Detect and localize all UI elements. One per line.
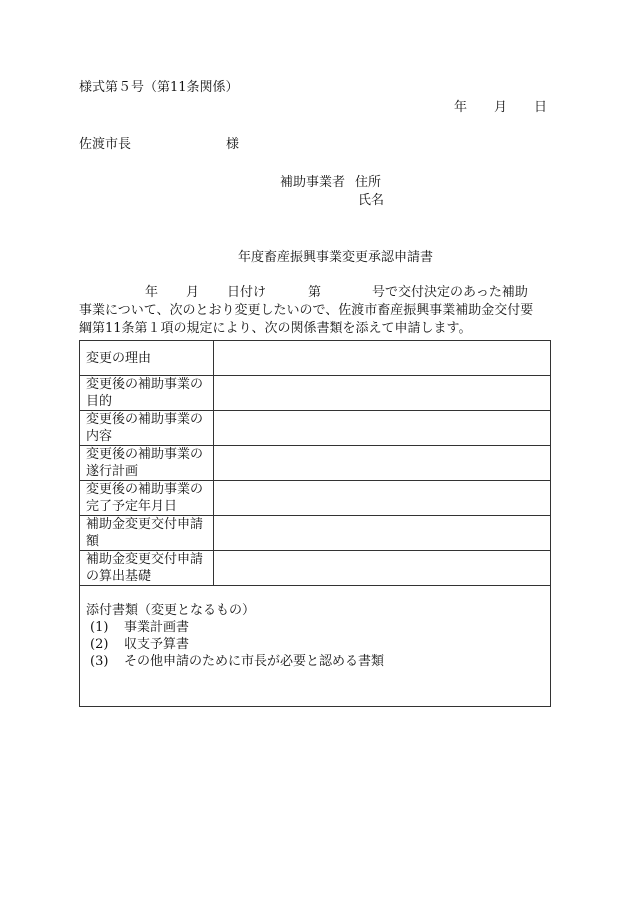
body-text	[79, 284, 551, 338]
attachment-item: (2) 収支予算書	[90, 637, 190, 652]
attachments-heading: 添付書類（変更となるもの）	[86, 603, 256, 618]
body-rest: 号で交付決定のあった補助	[372, 285, 528, 300]
applicant-name-label: 氏名	[358, 193, 385, 208]
form-number: 様式第５号（第11条関係）	[79, 80, 239, 95]
date-month: 月	[494, 100, 508, 115]
attachments-cell	[80, 586, 551, 707]
row-value[interactable]	[214, 551, 551, 586]
row-label: 変更後の補助事業の 内容	[80, 411, 214, 446]
attachment-item: (1) 事業計画書	[90, 620, 190, 635]
row-label: 変更後の補助事業の 目的	[80, 376, 214, 411]
row-value[interactable]	[214, 446, 551, 481]
row-value[interactable]	[214, 341, 551, 376]
body-year: 年	[145, 285, 159, 300]
applicant-address-label: 住所	[355, 175, 382, 190]
body-month: 月	[186, 285, 200, 300]
addressee	[79, 137, 240, 153]
row-value[interactable]	[214, 376, 551, 411]
application-table	[79, 340, 551, 707]
row-label: 変更の理由	[80, 341, 214, 376]
table-row	[80, 551, 551, 586]
table-row	[80, 341, 551, 376]
body-dai: 第	[308, 285, 322, 300]
applicant-label: 補助事業者	[280, 175, 346, 190]
table-row	[80, 376, 551, 411]
date-year: 年	[454, 100, 468, 115]
row-value[interactable]	[214, 516, 551, 551]
row-value[interactable]	[214, 481, 551, 516]
date-line	[454, 100, 547, 116]
attachments-row	[80, 586, 551, 707]
row-label: 変更後の補助事業の 遂行計画	[80, 446, 214, 481]
document-title: 年度畜産振興事業変更承認申請書	[238, 250, 434, 265]
table-row	[80, 411, 551, 446]
addressee-name: 佐渡市長	[79, 137, 132, 152]
table-row	[80, 516, 551, 551]
table-row	[80, 481, 551, 516]
date-day: 日	[534, 100, 548, 115]
attachment-item: (3) その他申請のために市長が必要と認める書類	[90, 654, 385, 669]
body-day-dated: 日付け	[227, 285, 267, 300]
row-label: 変更後の補助事業の 完了予定年月日	[80, 481, 214, 516]
applicant-block	[280, 175, 381, 191]
body-line-1	[79, 284, 551, 302]
row-label: 補助金変更交付申請 の算出基礎	[80, 551, 214, 586]
addressee-honorific: 様	[226, 137, 240, 152]
row-value[interactable]	[214, 411, 551, 446]
body-line-3: 綱第11条第１項の規定により、次の関係書類を添えて申請します。	[79, 321, 472, 336]
row-label: 補助金変更交付申請 額	[80, 516, 214, 551]
table-row	[80, 446, 551, 481]
body-line-2: 事業について、次のとおり変更したいので、佐渡市畜産振興事業補助金交付要	[79, 303, 534, 318]
